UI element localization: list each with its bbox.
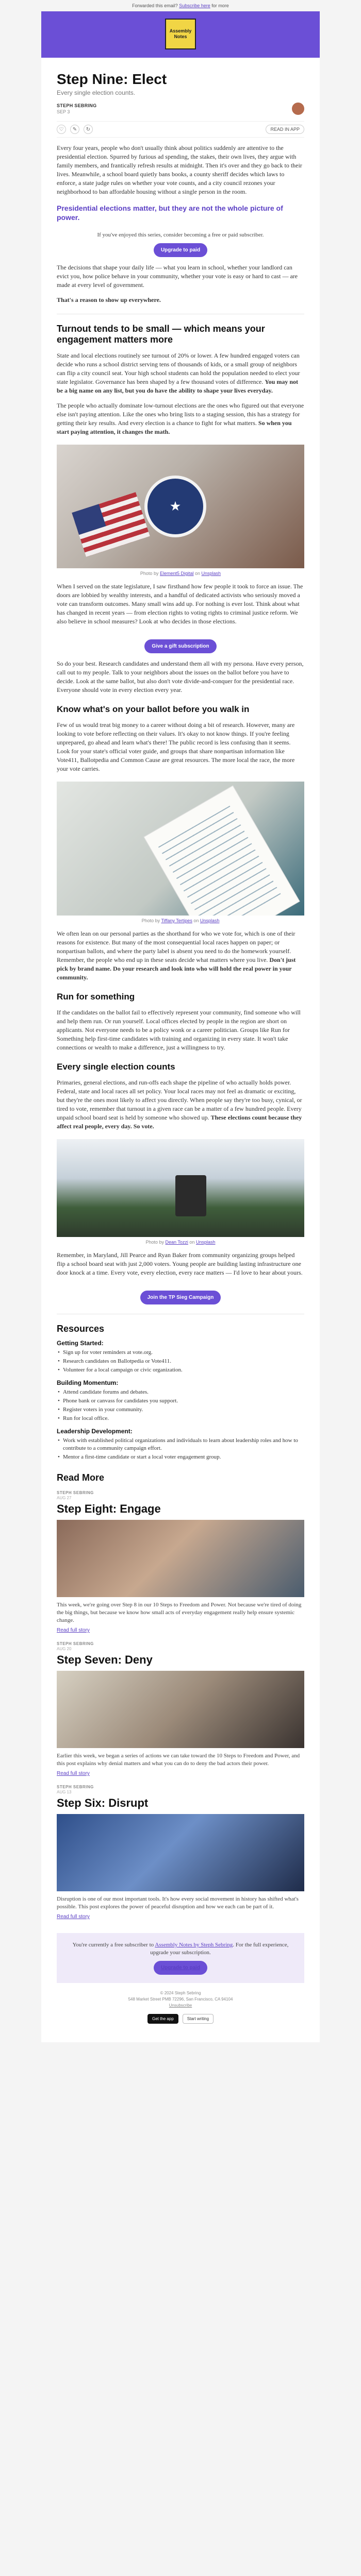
author-avatar[interactable]: [292, 103, 304, 115]
read-more-post[interactable]: STEPH SEBRING AUG 13 Step Six: Disrupt Disruption is one of our most important tools. It's how every social movement in history has shifted what's possible. This post explores the power of peaceful disruption and how we each can be part of it. Read full story: [57, 1785, 304, 1921]
paragraph: Remember, in Maryland, Jill Pearce and Ryan Baker from community organizing groups helped flip a school board seat with just 2,000 voters. Young people are building lasting infrastructure one door knock at a time. Every vote, every election, every race matters — I'd love to hear about yours.: [57, 1251, 303, 1276]
read-more-post[interactable]: STEPH SEBRING AUG 20 Step Seven: Deny Earlier this week, we began a series of actions we can take toward the 10 Steps to Freedom and Power, and this post explains why denial matters and what you can do to deny the bad actors their power. Read full story: [57, 1641, 304, 1777]
section-heading-run: Run for something: [57, 992, 135, 1002]
getting-started-heading: Getting Started:: [57, 1340, 104, 1347]
list-item: • Mentor a first-time candidate or start a local voter engagement group.: [57, 1453, 304, 1461]
dropbox-image: [175, 1175, 206, 1216]
read-more-heading: Read More: [57, 1472, 105, 1483]
list-item: • Phone bank or canvass for candidates you support.: [57, 1397, 304, 1405]
paragraph: Few of us would treat big money to a career without doing a bit of research. However, many are looking to vote before reflecting on their values. It's okay to not know things. If you're feeling unprepared, go ahead and learn what's there! The public record is less confusing than it seems. Look for your state's official voter guide, and groups that share nonpartisan information like Vote411, Ballotpedia and Common Cause are great resources. The more local the race, the more your vote carries.: [57, 721, 295, 772]
app-bar: [57, 2014, 304, 2032]
author-name[interactable]: STEPH SEBRING: [57, 103, 97, 108]
read-more-image[interactable]: [57, 1671, 304, 1748]
start-writing-button[interactable]: Start writing: [183, 2014, 214, 2024]
list-item: • Sign up for voter reminders at vote.org.: [57, 1349, 304, 1357]
intro-paragraph: Every four years, people who don't usually think about politics suddenly are attentive to the presidential election. Spurred by furious ad spending, the stakes, their own lives, they argue with family members, and frantically refresh results at midnight. Then it's over and they go back to their lives. Meanwhile, a school board quietly bans books, a county sheriff decides which laws to enforce, a state judge rules on whether your vote counts, and a city council rezones your neighborhood to ban affordable housing without a single person in the room.: [57, 144, 302, 195]
photo-caption: Photo by Dean Tozzi on Unsplash: [145, 1240, 216, 1245]
i-voted-sticker-photo[interactable]: [57, 445, 304, 568]
subscribe-link[interactable]: Subscribe here: [179, 3, 210, 8]
byline: [57, 103, 304, 115]
read-full-story-link[interactable]: Read full story: [57, 1628, 90, 1633]
read-more-image[interactable]: [57, 1814, 304, 1891]
comment-icon[interactable]: ✎: [70, 125, 79, 134]
publication-link[interactable]: Assembly Notes by Steph Sebring: [155, 1942, 233, 1948]
read-full-story-link[interactable]: Read full story: [57, 1914, 90, 1920]
unsplash-link[interactable]: Unsplash: [201, 571, 221, 576]
section-heading-ballot: Know what's on your ballot before you walk in: [57, 704, 250, 714]
email-card: [41, 11, 320, 2042]
heart-icon[interactable]: ♡: [57, 125, 66, 134]
resources-heading: Resources: [57, 1324, 105, 1334]
paragraph: So do your best. Research candidates and understand them all with my persona. Have every person, call out to my people. Talk to your neighbors about the issues on the ballot before you have to decide. Look at the same ballot, but also don't vote divide-and-conquer for the presidential race. Everyone should vote in every election every year.: [57, 660, 304, 693]
unsplash-link[interactable]: Unsplash: [195, 1240, 216, 1245]
subscription-footer: You're currently a free subscriber to Assembly Notes by Steph Sebring. For the full experience, upgrade your subscription. Upgrade to paid: [57, 1933, 304, 1983]
footer-upgrade-button[interactable]: Upgrade to paid: [154, 1961, 207, 1975]
ballot-dropbox-photo[interactable]: [57, 1139, 304, 1237]
legal-footer: © 2024 Steph Sebring 548 Market Street PMB 72296, San Francisco, CA 94104 Unsubscribe: [128, 1991, 233, 2008]
paragraph: Primaries, general elections, and run-offs each shape the pipeline of who actually holds power. Federal, state and local races all set policy. Your local races may not feel as dramatic or exciting, but they're the ones most likely to affect you directly. When people say they're too busy, cynical, or tired to vote, remember that turnout in a given race can be a matter of a few hundred people. Every unpaid school board seat is held by someone who showed up. These elections count because they affect real people, every day. So vote.: [57, 1079, 302, 1130]
building-momentum-heading: Building Momentum:: [57, 1379, 119, 1386]
read-more-title[interactable]: Step Six: Disrupt: [57, 1797, 149, 1809]
restack-icon[interactable]: ↻: [84, 125, 93, 134]
photographer-link[interactable]: Tiffany Tertipes: [161, 918, 192, 923]
list-item: • Research candidates on Ballotpedia or Vote411.: [57, 1358, 304, 1365]
photographer-link[interactable]: Element5 Digital: [159, 571, 194, 576]
list-item: • Volunteer for a local campaign or civic organization.: [57, 1366, 304, 1374]
photographer-link[interactable]: Dean Tozzi: [165, 1240, 188, 1245]
leadership-heading: Leadership Development:: [57, 1428, 133, 1435]
forward-note: Forwarded this email? Subscribe here for more: [132, 3, 229, 8]
subscribe-promo: If you've enjoyed this series, consider becoming a free or paid subscriber. Upgrade to paid: [57, 231, 304, 257]
paragraph: When I served on the state legislature, I saw firsthand how few people it took to force an issue. The doors are lobbied by wealthy interests, and a handful of dedicated activists who seriously moved a vote can transform outcomes. Many small wins add up. For nothing is ever lost. Think about what has changed in recent years — from election rights to voting rights to criminal justice reform. We also believe in school measures? Look at who decides in those elections.: [57, 583, 303, 625]
publication-logo[interactable]: Assembly Notes: [165, 19, 196, 49]
gift-promo: [57, 635, 304, 653]
photo-caption: Photo by Tiffany Tertipes on Unsplash: [141, 918, 220, 923]
paragraph: The people who actually dominate low-turnout elections are the ones who figured out that everyone else isn't paying attention. Like the ones who bring lists to a staging session, this has a strategy for getting their key results. And every election is a chance to fight for what matters. So when you start paying attention, it changes the math.: [57, 402, 304, 435]
header-banner: [41, 11, 320, 58]
section-heading-every: Every single election counts: [57, 1062, 175, 1072]
section-heading-turnout: Turnout tends to be small — which means your engagement matters more: [57, 324, 265, 345]
campaign-promo: [57, 1286, 304, 1304]
upgrade-button[interactable]: Upgrade to paid: [154, 243, 207, 257]
list-item: • Attend candidate forums and debates.: [57, 1388, 304, 1396]
post-date: SEP 3: [57, 109, 70, 114]
paragraph: If the candidates on the ballot fail to effectively represent your community, find someone who will and help them run. Or run yourself. Local offices elected by people in the region are short on applicants. Not everyone needs to be a policy wonk or a career politician. Groups like Run for Something help first-time candidates with training and organizing in every state. It won't take connections or wealth to make a difference, just a willingness to try.: [57, 1009, 301, 1051]
building-momentum-list: [57, 1388, 304, 1422]
paragraph: State and local elections routinely see turnout of 20% or lower. A few hundred engaged voters can decide who runs a school district serving tens of thousands of kids, or a small group of neighbors can flip a city council seat. Your high school students can hold the population needed to elect your state legislator. Governance has been shaped by a few thousand votes of difference. You may not be a big name on any list, but you do have the ability to shape your lives everyday.: [57, 352, 300, 394]
photo-caption: Photo by Element5 Digital on Unsplash: [140, 571, 221, 576]
ballot-photo[interactable]: [57, 782, 304, 916]
paragraph-bold: That's a reason to show up everywhere.: [57, 296, 161, 303]
read-more-post[interactable]: STEPH SEBRING AUG 27 Step Eight: Engage This week, we're going over Step 8 in our 10 Steps to Freedom and Power. Not because we're tired of doing the big things, but because we know how small acts of everyday engagement really help ensure systemic change. Read full story: [57, 1490, 304, 1634]
ballot-image: [143, 785, 300, 916]
list-item: • Register voters in your community.: [57, 1406, 304, 1414]
post-actions: [57, 121, 304, 138]
read-more-title[interactable]: Step Eight: Engage: [57, 1502, 161, 1515]
post-title[interactable]: Step Nine: Elect: [57, 71, 167, 87]
unsplash-link[interactable]: Unsplash: [200, 918, 220, 923]
gift-subscription-button[interactable]: Give a gift subscription: [144, 639, 216, 653]
post-subtitle: Every single election counts.: [57, 89, 136, 96]
get-app-button[interactable]: Get the app: [147, 2014, 178, 2024]
getting-started-list: [57, 1349, 304, 1374]
join-campaign-button[interactable]: Join the TP Sieg Campaign: [140, 1291, 221, 1304]
leadership-list: [57, 1437, 304, 1461]
read-more-title[interactable]: Step Seven: Deny: [57, 1653, 153, 1666]
emphasis-heading: Presidential elections matter, but they are not the whole picture of power.: [57, 204, 283, 222]
read-full-story-link[interactable]: Read full story: [57, 1771, 90, 1776]
unsubscribe-link[interactable]: Unsubscribe: [169, 2003, 192, 2008]
flag-image: [72, 492, 150, 557]
list-item: • Work with established political organizations and individuals to learn about leadership roles and how to contribute to a community campaign effort.: [57, 1437, 304, 1452]
paragraph: We often lean on our personal parties as the shorthand for who we vote for, which is one of their reasons for existence. But many of the most consequential local races happen on paper; or nonpartisan ballots, and where the party label is absent you need to do the homework yourself. Remember, the people who end up in these seats decide what matters where you live. Don't just pick by brand name. Do your research and look into who will hold the real power in your community.: [57, 930, 296, 981]
read-more-image[interactable]: [57, 1520, 304, 1597]
paragraph: The decisions that shape your daily life — what you learn in school, whether your landlord can evict you, how police behave in your community, whether your vote is easy or hard to cast — are made at every level of government.: [57, 264, 298, 289]
i-voted-sticker: ★: [144, 476, 206, 537]
read-in-app-button[interactable]: READ IN APP: [266, 125, 304, 134]
list-item: • Run for local office.: [57, 1415, 304, 1422]
